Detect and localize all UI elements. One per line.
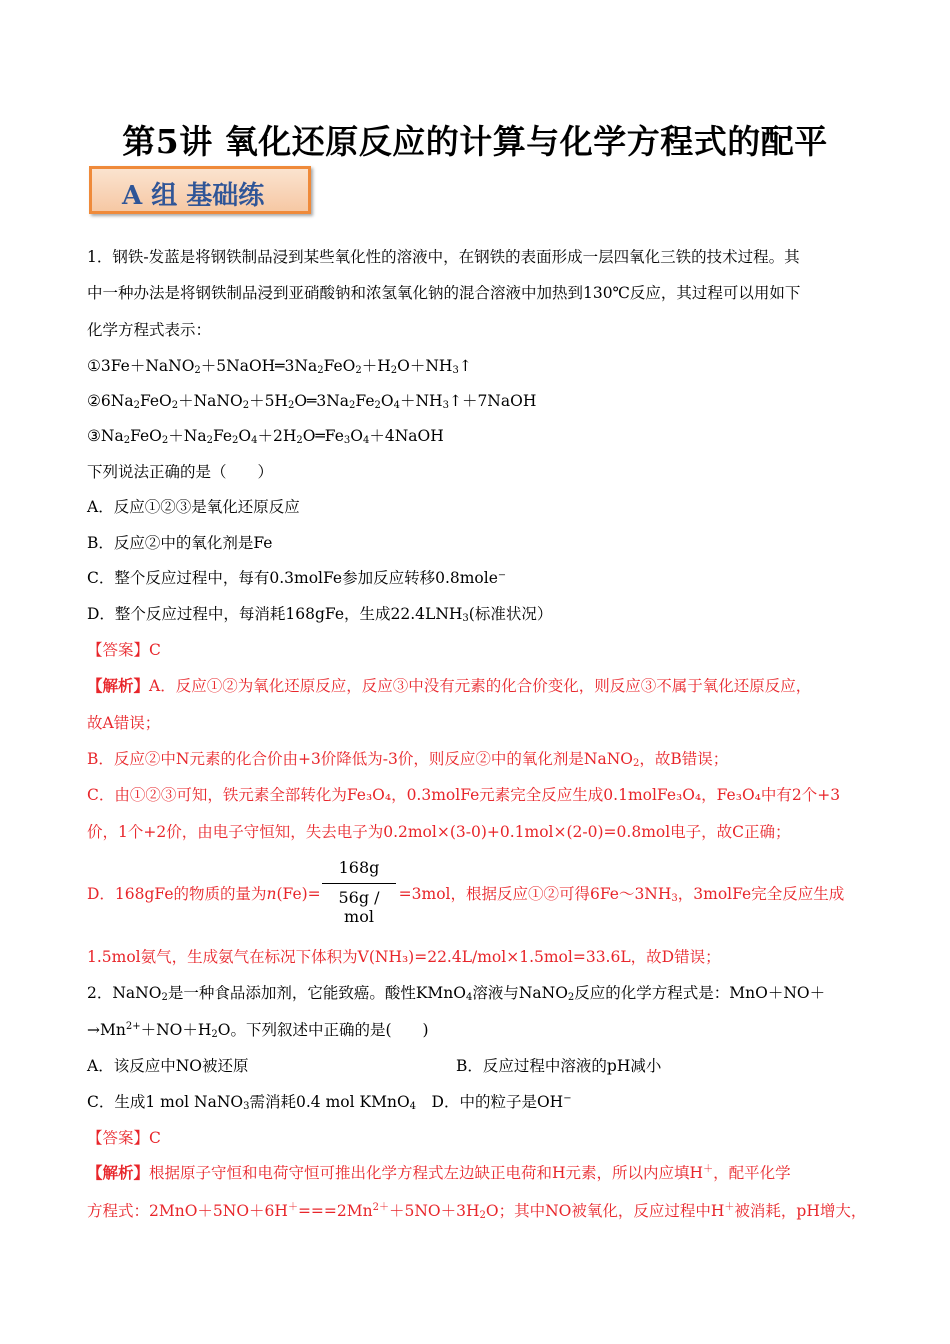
- section-banner: [89, 166, 311, 214]
- q1-stem-line-2: 中一种办法是将钢铁制品浸到亚硝酸钠和浓氢氧化钠的混合溶液中加热到130℃反应，其过程可以用如下: [87, 284, 801, 302]
- q1-equation-3: $③Na_2FeO_2+Na_2Fe_2O_4+2H_2O═Fe_3O_4+4NaOH$: [87, 427, 444, 446]
- fraction-denominator: 56g / mol: [338, 888, 380, 926]
- q1-analysis-a-2: 故A错误；: [87, 714, 161, 732]
- q2-option-b: B．反应过程中溶液的pH减小: [456, 1057, 662, 1075]
- q1-option-d: D．整个反应过程中，每消耗168gFe，生成$22.4LNH_3$(标准状况）: [87, 605, 553, 624]
- q1-analysis-d-1: D．168gFe的物质的量为n(Fe)= =3mol，根据反应①②可得$6Fe\sim 3NH_3$，3molFe完全反应生成: [87, 885, 845, 904]
- q1-equation-1: $①3Fe+NaNO_2+5NaOH═3Na_2FeO_2+H_2O+NH_3↑$: [87, 357, 472, 376]
- q2-stem-line-2: $\to Mn^{2+}+NO+H_2O$。下列叙述中正确的是( ): [87, 1021, 429, 1040]
- q2-option-a: A．该反应中NO被还原: [87, 1057, 249, 1075]
- q1-analysis-b: B．反应②中N元素的化合价由+3价降低为-3价，则反应②中的氧化剂是NaNO$_2$，故B错误；: [87, 750, 729, 769]
- q1-question: 下列说法正确的是（ ）: [87, 463, 274, 481]
- q1-option-a: A．反应①②③是氧化还原反应: [87, 498, 300, 516]
- section-banner-label: A 组 基础练: [122, 181, 265, 211]
- q1-analysis-d-2: 1.5mol氨气，生成氨气在标况下体积为V(NH₃)=22.4L/mol×1.5mol=33.6L，故D错误；: [87, 948, 721, 966]
- q1-analysis-c-2: 价，1个+2价，由电子守恒知，失去电子为0.2mol×(3-0)+0.1mol×(2-0)=0.8mol电子，故C正确；: [87, 823, 791, 841]
- q1-equation-2: $②6Na_2FeO_2+NaNO_2+5H_2O═3Na_2Fe_2O_4+NH_3↑+7NaOH$: [87, 392, 537, 411]
- q2-analysis-1: 【解析】根据原子守恒和电荷守恒可推出化学方程式左边缺正电荷和H元素，所以内应填H＋，配平化学: [87, 1163, 791, 1182]
- page-title: 第5讲 氧化还原反应的计算与化学方程式的配平: [122, 122, 828, 161]
- q2-answer: 【答案】C: [87, 1129, 161, 1147]
- q2-option-cd: C．生成1 mol NaNO$_3$需消耗0.4 mol KMnO$_4$ D．中的粒子是OH−: [87, 1093, 572, 1112]
- q1-analysis-a-1: 【解析】A．反应①②为氧化还原反应，反应③中没有元素的化合价变化，则反应③不属于氧化还原反应，: [87, 676, 812, 695]
- q2-stem-line-1: 2．NaNO$_2$是一种食品添加剂，它能致癌。酸性KMnO$_4$溶液与NaNO$_2$反应的化学方程式是：MnO＋NO＋: [87, 984, 826, 1003]
- fraction-numerator: 168g: [338, 858, 380, 877]
- q2-analysis-2: 方程式：$2MnO+5NO+6H^+===2Mn^{2+}+5NO+3H_2O$；其中NO被氧化，反应过程中H＋被消耗，pH增大，: [87, 1202, 867, 1221]
- q1-stem-line-3: 化学方程式表示：: [87, 321, 212, 339]
- q1-answer: 【答案】C: [87, 641, 161, 659]
- q1-option-c: C．整个反应过程中，每有0.3molFe参加反应转移0.8mole⁻: [87, 569, 507, 587]
- q1-stem-line-1: 1．钢铁-发蓝是将钢铁制品浸到某些氧化性的溶液中，在钢铁的表面形成一层四氧化三铁的技术过程。其: [87, 248, 800, 266]
- q1-option-b: B．反应②中的氧化剂是Fe: [87, 534, 273, 552]
- q1-analysis-c-1: C．由①②③可知，铁元素全部转化为Fe₃O₄，0.3molFe元素完全反应生成0.1molFe₃O₄，Fe₃O₄中有2个+3: [87, 786, 841, 804]
